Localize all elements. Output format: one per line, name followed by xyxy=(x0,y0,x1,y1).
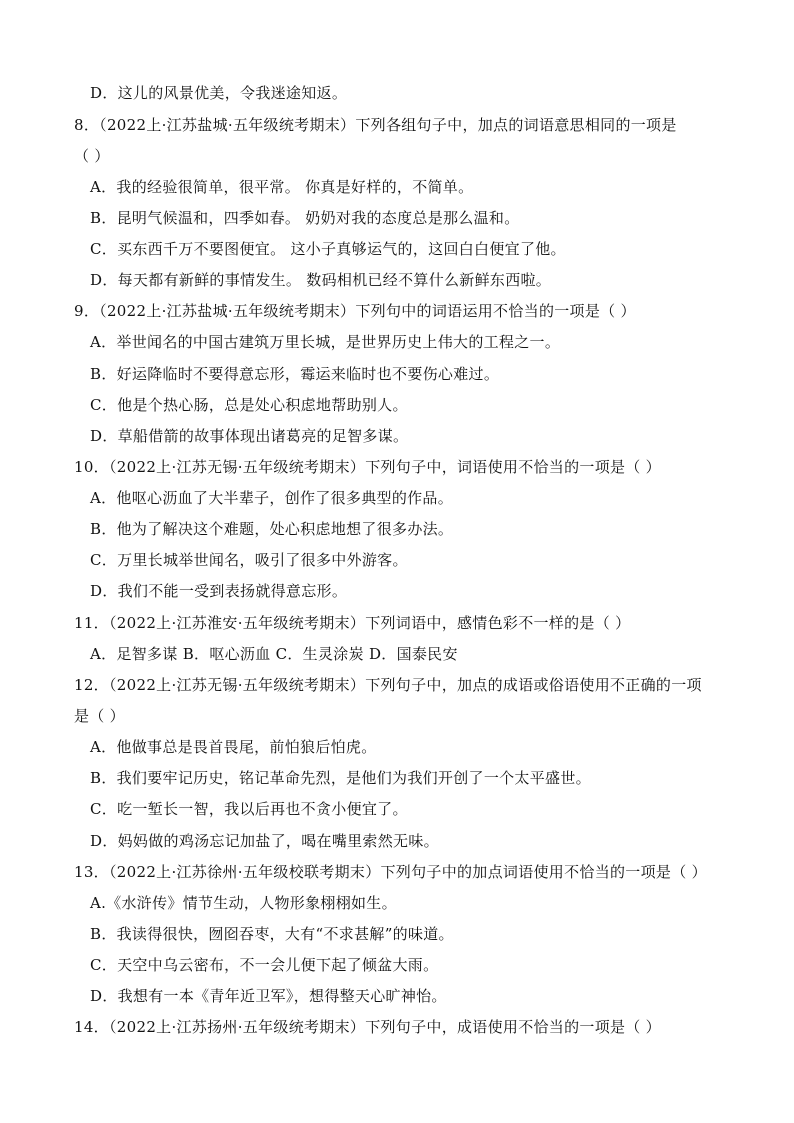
q9-option-b: B．好运降临时不要得意忘形，霉运来临时也不要伤心难过。 xyxy=(90,365,500,383)
q7-option-d: D．这儿的风景优美，令我迷途知返。 xyxy=(90,84,348,102)
q12-option-d: D．妈妈做的鸡汤忘记加盐了，喝在嘴里索然无味。 xyxy=(90,832,439,850)
q9-option-a: A．举世闻名的中国古建筑万里长城，是世界历史上伟大的工程之一。 xyxy=(90,333,561,351)
question-13-stem: 13．（2022上·江苏徐州·五年级校联考期末）下列句子中的加点词语使用不恰当的一项是（ ） xyxy=(74,863,707,881)
q11-options: A．足智多谋 B．呕心沥血 C．生灵涂炭 D．国泰民安 xyxy=(90,645,458,663)
question-8-blank: （ ） xyxy=(74,147,110,165)
q12-option-c: C．吃一堑长一智，我以后再也不贪小便宜了。 xyxy=(90,800,408,818)
question-12-stem: 12．（2022上·江苏无锡·五年级统考期末）下列句子中，加点的成语或俗语使用不正确的一项 xyxy=(74,676,702,694)
q8-option-c: C．买东西千万不要图便宜。 这小子真够运气的，这回白白便宜了他。 xyxy=(90,240,566,258)
q10-option-d: D．我们不能一受到表扬就得意忘形。 xyxy=(90,582,348,600)
q13-option-d: D．我想有一本《青年近卫军》，想得整天心旷神怡。 xyxy=(90,987,447,1005)
q8-option-a: A．我的经验很简单，很平常。 你真是好样的，不简单。 xyxy=(90,178,474,196)
q9-option-d: D．草船借箭的故事体现出诸葛亮的足智多谋。 xyxy=(90,427,409,445)
question-9-stem: 9．（2022上·江苏盐城·五年级统考期末）下列句中的词语运用不恰当的一项是（ ） xyxy=(74,302,636,320)
q12-option-b: B．我们要牢记历史，铭记革命先烈，是他们为我们开创了一个太平盛世。 xyxy=(90,769,591,787)
question-8-stem: 8．（2022上·江苏盐城·五年级统考期末）下列各组句子中，加点的词语意思相同的一项是 xyxy=(74,116,677,134)
q10-option-c: C．万里长城举世闻名，吸引了很多中外游客。 xyxy=(90,551,408,569)
question-11-stem: 11．（2022上·江苏淮安·五年级统考期末）下列词语中，感情色彩不一样的是（ ） xyxy=(74,614,631,632)
q13-option-c: C．天空中乌云密布，不一会儿便下起了倾盆大雨。 xyxy=(90,956,439,974)
q13-option-b: B．我读得很快，囫囵吞枣，大有“不求甚解”的味道。 xyxy=(90,925,454,943)
question-12-blank: 是（ ） xyxy=(74,707,125,725)
q10-option-a: A．他呕心沥血了大半辈子，创作了很多典型的作品。 xyxy=(90,489,454,507)
question-14-stem: 14．（2022上·江苏扬州·五年级统考期末）下列句子中，成语使用不恰当的一项是（ ） xyxy=(74,1018,661,1036)
q12-option-a: A．他做事总是畏首畏尾，前怕狼后怕虎。 xyxy=(90,738,377,756)
question-10-stem: 10．（2022上·江苏无锡·五年级统考期末）下列句子中，词语使用不恰当的一项是（ ） xyxy=(74,458,661,476)
q10-option-b: B．他为了解决这个难题，处心积虑地想了很多办法。 xyxy=(90,520,454,538)
q9-option-c: C．他是个热心肠，总是处心积虑地帮助别人。 xyxy=(90,396,408,414)
q13-option-a: A.《水浒传》情节生动，人物形象栩栩如生。 xyxy=(90,894,397,912)
q8-option-d: D．每天都有新鲜的事情发生。 数码相机已经不算什么新鲜东西啦。 xyxy=(90,271,552,289)
q8-option-b: B．昆明气候温和，四季如春。 奶奶对我的态度总是那么温和。 xyxy=(90,209,520,227)
